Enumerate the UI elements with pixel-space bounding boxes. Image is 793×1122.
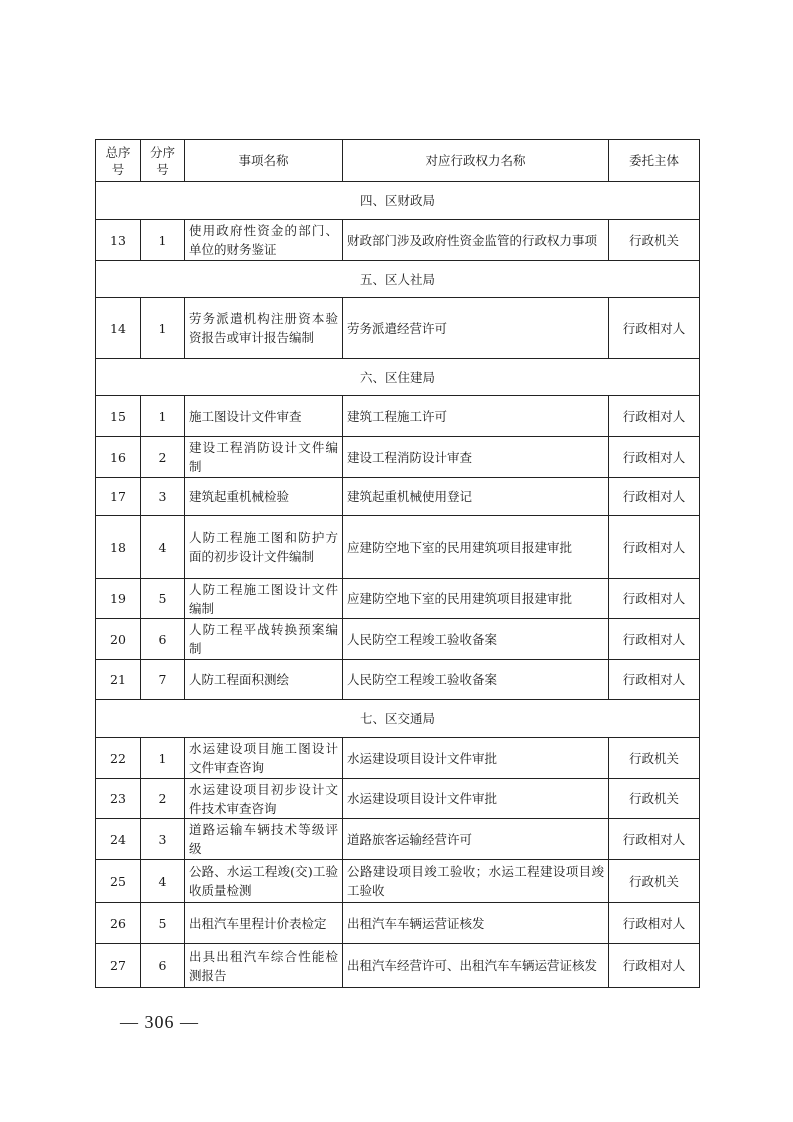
entrusting-party-cell: 行政机关: [609, 220, 700, 261]
item-name-cell: 出租汽车里程计价表检定: [185, 903, 343, 944]
sub-number-cell: 5: [141, 579, 185, 619]
item-name-cell: 水运建设项目施工图设计文件审查咨询: [185, 738, 343, 779]
table-row: [96, 660, 700, 700]
entrusting-party-cell: 行政相对人: [609, 516, 700, 579]
admin-power-cell: 水运建设项目设计文件审批: [343, 738, 609, 779]
entrusting-party-cell: 行政机关: [609, 738, 700, 779]
entrusting-party-cell: 行政相对人: [609, 660, 700, 700]
admin-power-cell: 建筑工程施工许可: [343, 396, 609, 437]
entrusting-party-cell: 行政相对人: [609, 619, 700, 660]
item-name-cell: 公路、水运工程竣(交)工验收质量检测: [185, 860, 343, 903]
admin-power-cell: 财政部门涉及政府性资金监管的行政权力事项: [343, 220, 609, 261]
header-total-number: 总序号: [96, 140, 141, 182]
total-number-cell: 18: [96, 516, 141, 579]
entrusting-party-cell: 行政相对人: [609, 944, 700, 988]
item-name-cell: 人防工程施工图设计文件编制: [185, 579, 343, 619]
total-number-cell: 19: [96, 579, 141, 619]
admin-power-cell: 人民防空工程竣工验收备案: [343, 619, 609, 660]
item-name-cell: 建筑起重机械检验: [185, 478, 343, 516]
section-title: 五、区人社局: [96, 261, 700, 298]
sub-number-cell: 5: [141, 903, 185, 944]
sub-number-cell: 3: [141, 478, 185, 516]
admin-power-cell: 公路建设项目竣工验收；水运工程建设项目竣工验收: [343, 860, 609, 903]
total-number-cell: 25: [96, 860, 141, 903]
sub-number-cell: 1: [141, 220, 185, 261]
sub-number-cell: 3: [141, 819, 185, 860]
sub-number-cell: 1: [141, 738, 185, 779]
item-name-cell: 水运建设项目初步设计文件技术审查咨询: [185, 779, 343, 819]
total-number-cell: 22: [96, 738, 141, 779]
item-name-cell: 人防工程施工图和防护方面的初步设计文件编制: [185, 516, 343, 579]
admin-power-cell: 应建防空地下室的民用建筑项目报建审批: [343, 516, 609, 579]
item-name-cell: 出具出租汽车综合性能检测报告: [185, 944, 343, 988]
table-row: [96, 860, 700, 903]
admin-power-cell: 水运建设项目设计文件审批: [343, 779, 609, 819]
header-entrusting-party: 委托主体: [609, 140, 700, 182]
item-name-cell: 劳务派遣机构注册资本验资报告或审计报告编制: [185, 298, 343, 359]
table-row: [96, 298, 700, 359]
section-row: [96, 182, 700, 220]
table-row: [96, 619, 700, 660]
section-row: [96, 700, 700, 738]
total-number-cell: 21: [96, 660, 141, 700]
entrusting-party-cell: 行政相对人: [609, 903, 700, 944]
table-row: [96, 779, 700, 819]
total-number-cell: 13: [96, 220, 141, 261]
item-name-cell: 人防工程面积测绘: [185, 660, 343, 700]
sub-number-cell: 4: [141, 860, 185, 903]
entrusting-party-cell: 行政相对人: [609, 819, 700, 860]
entrusting-party-cell: 行政相对人: [609, 396, 700, 437]
section-row: [96, 261, 700, 298]
item-name-cell: 施工图设计文件审查: [185, 396, 343, 437]
admin-power-cell: 建设工程消防设计审查: [343, 437, 609, 478]
total-number-cell: 27: [96, 944, 141, 988]
table-row: [96, 478, 700, 516]
admin-power-cell: 劳务派遣经营许可: [343, 298, 609, 359]
section-row: [96, 359, 700, 396]
total-number-cell: 26: [96, 903, 141, 944]
total-number-cell: 24: [96, 819, 141, 860]
entrusting-party-cell: 行政相对人: [609, 579, 700, 619]
item-name-cell: 建设工程消防设计文件编制: [185, 437, 343, 478]
sub-number-cell: 6: [141, 944, 185, 988]
total-number-cell: 16: [96, 437, 141, 478]
sub-number-cell: 2: [141, 437, 185, 478]
table-row: [96, 738, 700, 779]
item-name-cell: 人防工程平战转换预案编制: [185, 619, 343, 660]
total-number-cell: 15: [96, 396, 141, 437]
admin-power-cell: 建筑起重机械使用登记: [343, 478, 609, 516]
table-row: [96, 220, 700, 261]
section-title: 七、区交通局: [96, 700, 700, 738]
sub-number-cell: 7: [141, 660, 185, 700]
header-item-name: 事项名称: [185, 140, 343, 182]
admin-power-cell: 人民防空工程竣工验收备案: [343, 660, 609, 700]
header-admin-power-name: 对应行政权力名称: [343, 140, 609, 182]
table-row: [96, 819, 700, 860]
table-row: [96, 944, 700, 988]
sub-number-cell: 1: [141, 396, 185, 437]
table-row: [96, 903, 700, 944]
table-row: [96, 516, 700, 579]
section-title: 四、区财政局: [96, 182, 700, 220]
entrusted-items-table: [95, 139, 700, 988]
entrusting-party-cell: 行政机关: [609, 860, 700, 903]
entrusting-party-cell: 行政相对人: [609, 478, 700, 516]
total-number-cell: 23: [96, 779, 141, 819]
admin-power-cell: 应建防空地下室的民用建筑项目报建审批: [343, 579, 609, 619]
table-row: [96, 437, 700, 478]
total-number-cell: 20: [96, 619, 141, 660]
table-row: [96, 396, 700, 437]
sub-number-cell: 1: [141, 298, 185, 359]
admin-power-cell: 道路旅客运输经营许可: [343, 819, 609, 860]
header-row: [96, 140, 700, 182]
total-number-cell: 14: [96, 298, 141, 359]
page-number: — 306 —: [120, 1012, 199, 1032]
sub-number-cell: 6: [141, 619, 185, 660]
item-name-cell: 使用政府性资金的部门、单位的财务鉴证: [185, 220, 343, 261]
entrusting-party-cell: 行政机关: [609, 779, 700, 819]
total-number-cell: 17: [96, 478, 141, 516]
admin-power-cell: 出租汽车经营许可、出租汽车车辆运营证核发: [343, 944, 609, 988]
sub-number-cell: 4: [141, 516, 185, 579]
item-name-cell: 道路运输车辆技术等级评级: [185, 819, 343, 860]
section-title: 六、区住建局: [96, 359, 700, 396]
table-row: [96, 579, 700, 619]
admin-power-cell: 出租汽车车辆运营证核发: [343, 903, 609, 944]
entrusting-party-cell: 行政相对人: [609, 437, 700, 478]
sub-number-cell: 2: [141, 779, 185, 819]
header-sub-number: 分序号: [141, 140, 185, 182]
entrusting-party-cell: 行政相对人: [609, 298, 700, 359]
